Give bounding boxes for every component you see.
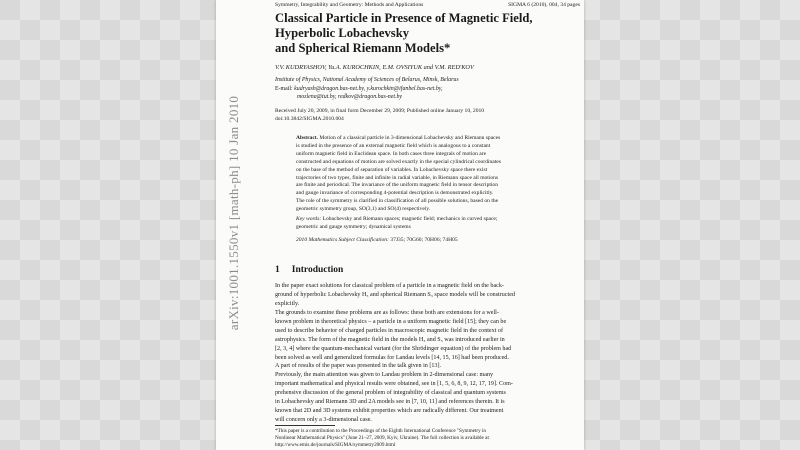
footnote [275,428,489,449]
abstract-line: uniform magnetic field in Euclidean space. In both cases three integrals of motion are [296,150,487,157]
abstract-line: trajectories of two types, finite and infinite in radial variable, in Riemann space all motions [296,174,499,181]
section-heading [275,265,343,275]
footnote-link[interactable]: http://www.emis.de/journals/SIGMA/symmetry2009.html [275,441,396,448]
paragraph-3 [275,371,580,424]
body-line: important mathematical and physical results were obtained, see in [1, 5, 6, 8, 9, 12, 17, 19]. Com- [275,380,513,387]
doi: doi:10.3842/SIGMA.2010.004 [275,116,344,122]
body-line: explicitly. [275,300,300,307]
keywords-line-1: Lobachevsky and Riemann spaces; magnetic field; mechanics in curved space; [321,216,498,222]
body-line: astrophysics. The form of the magnetic field in the models H₃ and S₃ was introduced earlier in [275,336,505,343]
keywords [296,216,584,232]
document-page [216,0,584,450]
msc-classification [296,237,584,245]
body-line: In the paper exact solutions for classical problem of a particle in a magnetic field on the back- [275,283,504,289]
issue-header: SIGMA 6 (2010), 004, 34 pages [508,2,580,8]
abstract-line: and gauge invariance of corresponding 4-potential description is demonstrated explicitly. [296,190,494,197]
paragraph-2 [275,309,580,371]
keywords-line-2: geometric and gauge symmetry; dynamical systems [296,223,411,230]
body-line: been solved as well and generalized formulas for Landau levels [14, 15, 16] had been produced. [275,354,509,361]
authors: V.V. KUDRYASHOV, Yu.A. KUROCHKIN, E.M. OVSIYUK and V.M. RED'KOV [275,64,474,71]
body-line: A part of results of the paper was presented in the talk given in [13]. [275,363,442,370]
msc-label: 2010 Mathematics Subject Classification: [296,237,389,243]
body-line: [2, 3, 4] where the quantum-mechanical variant (for the Shrödinger equation) of the problem had [275,345,512,352]
abstract-line: are finite and periodical. The invariance of the uniform magnetic field in tensor description [296,182,498,189]
abstract-line: is studied in the presence of an external magnetic field which is analogous to a constant [296,142,491,149]
body-line: known problem in theoretical physics – a particle in a uniform magnetic field [15]; they can be [275,318,507,325]
abstract [296,135,584,214]
body-line: Previously, the main attention was given to Landau problem in 2-dimensional case: many [275,372,494,378]
body-line: in Lobachevsky and Riemann 3D and 2A models see in [7, 10, 11] and references therein. It is [275,398,505,405]
section-number: 1 [275,265,280,275]
footnote-line: Nonlinear Mathematical Physics" (June 21–27, 2009, Kyiv, Ukraine). The full collection is available at [275,434,489,441]
title-line-2: Hyperbolic Lobachevsky [275,26,409,40]
footnote-rule [275,425,335,426]
body-line: ground of hyperbolic Lobachevsky H₃ and spherical Riemann S₃ space models will be constructed [275,291,515,298]
section-title: Introduction [291,265,344,275]
body-line: prehensive discussion of the general problem of integrability of classical and quantum systems [275,389,506,396]
body-line: used to describe behavior of charged particles in macroscopic magnetic field in the context of [275,327,503,334]
received-dates: Received July 20, 2009, in final form December 29, 2009; Published online January 10, 2010 [275,108,485,114]
abstract-line: The role of the symmetry is clarified in classification of all possible solutions, based on the [296,198,499,205]
title-line-3: and Spherical Riemann Models* [275,41,451,55]
title-line-1: Classical Particle in Presence of Magnetic Field, [275,11,533,25]
body-line: known that 2D and 3D systems exhibit properties which are radically different. Our treatment [275,407,504,414]
email-line-1 [275,85,443,93]
email-addresses-1: kudryash@dragon.bas-net.by, y.kurochkin@ifanbel.bas-net.by, [294,85,443,92]
email-label: E-mail: [275,85,293,92]
abstract-line: geometric symmetry group, SO(3,1) and SO(4) respectively. [296,206,431,213]
body-line: The grounds to examine these problems are as follows: these both are extensions for a well- [275,310,499,316]
abstract-line: constructed and equations of motion are solved exactly in the special cylindrical coordinates [296,158,501,165]
email-addresses-2: mozlena@tut.by, redkov@dragon.bas-net.by [297,94,403,100]
msc-codes: 37J35; 70G60; 70H06; 74H05 [388,237,458,243]
arxiv-stamp: arXiv:1001.1550v1 [math-ph] 10 Jan 2010 [226,95,241,331]
footnote-line: *This paper is a contribution to the Proceedings of the Eighth International Conference "Symmetry in [275,428,487,434]
journal-header: Symmetry, Integrability and Geometry: Methods and Applications [275,2,424,8]
body-line: will concern only a 3-dimensional case. [275,416,372,423]
abstract-line: on the base of the method of separation of variables. In Lobachevsky space there exist [296,166,488,173]
abstract-line: Motion of a classical particle in 3-dimensional Lobachevsky and Riemann spaces [318,135,501,141]
paragraph-1 [275,282,580,309]
abstract-label: Abstract. [296,135,319,141]
keywords-label: Key words: [296,216,322,222]
affiliation: Institute of Physics, National Academy of Sciences of Belarus, Minsk, Belarus [275,77,459,83]
